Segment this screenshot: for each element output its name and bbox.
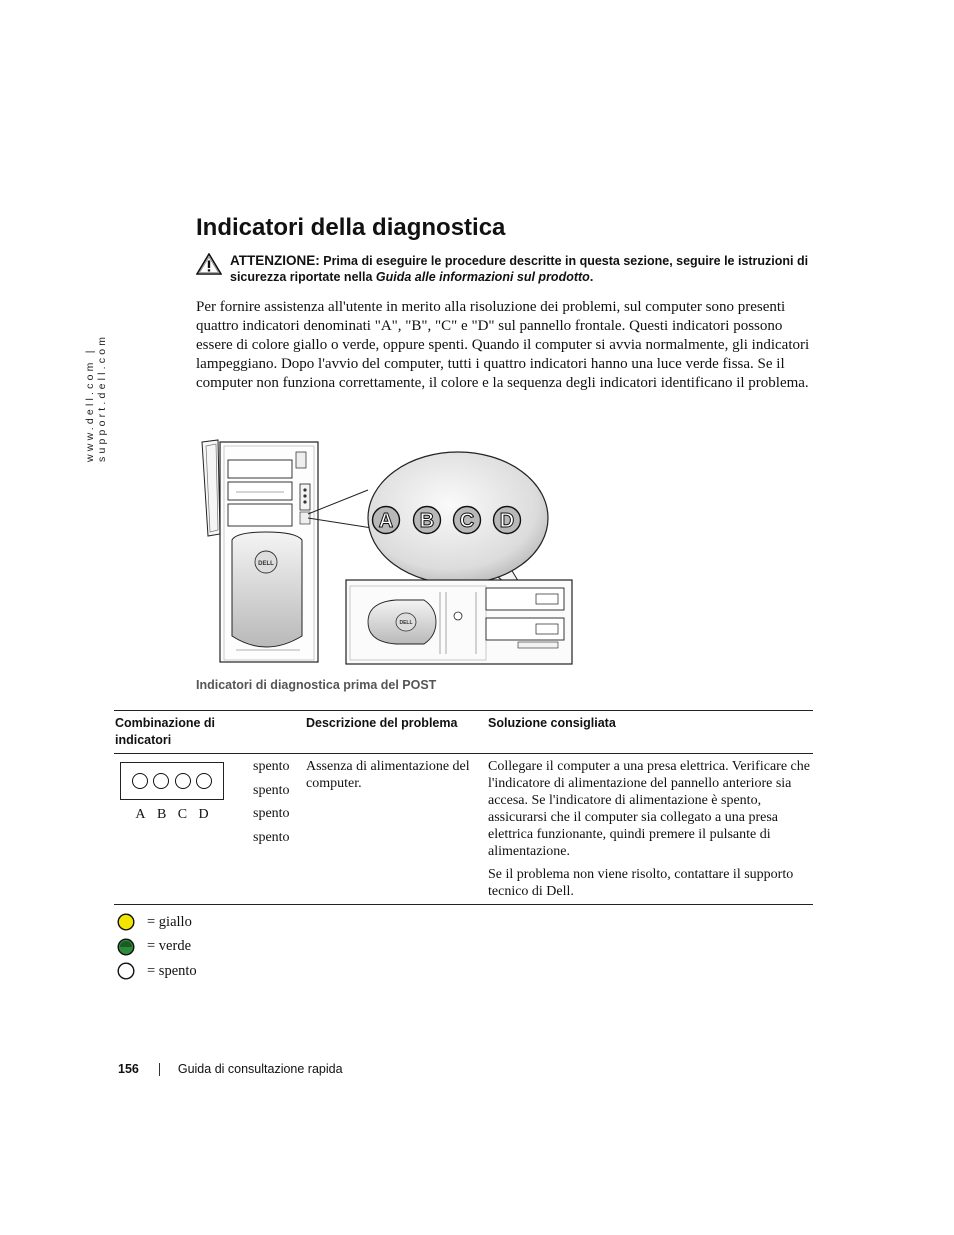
state-c: spento [253, 806, 290, 821]
table-header [114, 711, 813, 753]
callout-indicator-c [454, 507, 481, 534]
callout-letter-d: D [499, 510, 515, 532]
page-number: 156 [118, 1062, 139, 1076]
callout-letter-b: B [419, 510, 435, 532]
indicator-b-off [153, 773, 169, 789]
diagnostic-lights-figure [196, 436, 576, 668]
footer-separator [159, 1063, 160, 1076]
state-b: spento [253, 782, 290, 798]
legend-green [117, 935, 197, 960]
callout-indicator-a [373, 507, 400, 534]
warning-end: . [589, 270, 594, 284]
warning-icon [196, 253, 222, 275]
indicator-a-off [132, 773, 148, 789]
desktop-computer [346, 580, 572, 664]
indicator-states [253, 758, 290, 852]
page-footer [118, 1062, 343, 1076]
green-light-icon [117, 938, 135, 956]
svg-text:DELL: DELL [258, 561, 274, 567]
indicator-pattern [120, 762, 224, 800]
indicator-label-a: A [135, 807, 146, 822]
legend-off [117, 959, 197, 984]
header-description: Descrizione del problema [306, 716, 458, 730]
indicator-labels [120, 806, 224, 823]
solution-step-1: Collegare il computer a una presa elettrica. Verificare che l'indicatore di alimentazione del pannello anteriore sia accesa. Se l'indicatore di alimentazione è spento, assicurarsi che il computer sia collegato a una presa elettrica funzionante, quindi premere il pulsante di alimentazione. [488, 759, 810, 859]
problem-description: Assenza di alimentazione del computer. [306, 759, 470, 791]
indicator-label-b: B [156, 807, 167, 822]
page-title: Indicatori della diagnostica [196, 214, 506, 241]
diagnostic-table [114, 710, 813, 905]
warning-note [196, 253, 816, 285]
indicator-label-d: D [198, 807, 209, 822]
callout-letter-c: C [459, 510, 475, 532]
footer-title: Guida di consultazione rapida [177, 1062, 343, 1076]
indicator-d-off [196, 773, 212, 789]
intro-paragraph: Per fornire assistenza all'utente in merito alla risoluzione dei problemi, sul computer sono presenti quattro indicatori denominati "A", "B", "C" e "D" sul pannello frontale. Questi indicatori possono essere di colore giallo o verde, oppure spenti. Quando il computer si avvia normalmente, gli indicatori lampeggiano. Dopo l'avvio del computer, tutti i quattro indicatori hanno una luce verde fissa. Se il computer non funziona correttamente, il colore e la sequenza degli indicatori identificano il problema. [196, 299, 810, 391]
header-solution: Soluzione consigliata [488, 716, 616, 730]
callout-indicator-d [494, 507, 521, 534]
indicator-label-c: C [177, 807, 188, 822]
legend-off-label: = spento [147, 962, 197, 979]
off-light-icon [117, 962, 135, 980]
state-d: spento [253, 829, 290, 845]
callout-indicator-b [414, 507, 441, 534]
legend-yellow [117, 910, 197, 935]
warning-book-title: Guida alle informazioni sul prodotto [375, 270, 590, 284]
header-combination: Combinazione di indicatori [115, 716, 215, 747]
color-legend [117, 910, 197, 984]
table-row [114, 754, 813, 904]
figure-caption: Indicatori di diagnostica prima del POST [196, 678, 437, 692]
svg-text:DELL: DELL [399, 620, 413, 626]
warning-text: Prima di eseguire le procedure descritte in questa sezione, seguire le istruzioni di sicurezza riportate nella [230, 254, 809, 284]
callout-letter-a: A [378, 510, 394, 532]
yellow-light-icon [117, 913, 135, 931]
sidebar-url: www.dell.com | support.dell.com [84, 333, 108, 462]
warning-label: ATTENZIONE: [230, 253, 320, 268]
solution-step-2: Se il problema non viene risolto, contattare il supporto tecnico di Dell. [488, 867, 794, 899]
tower-computer [202, 440, 318, 662]
recommended-solution [488, 758, 810, 906]
legend-yellow-label: = giallo [147, 913, 192, 930]
state-a: spento [253, 759, 290, 774]
indicator-c-off [175, 773, 191, 789]
legend-green-label: = verde [147, 938, 192, 955]
